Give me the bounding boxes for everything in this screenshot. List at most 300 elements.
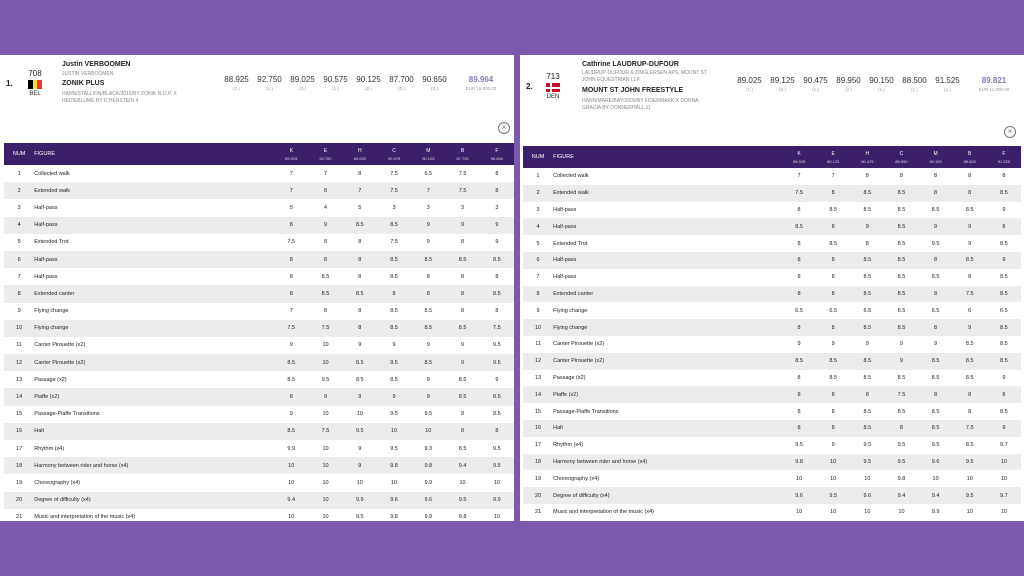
- row-figure: Rhythm (x4): [34, 445, 65, 452]
- row-score: 10: [493, 514, 500, 521]
- row-score: 8: [461, 308, 465, 315]
- score-rank: (2.): [299, 86, 306, 91]
- row-score: 7: [289, 308, 293, 315]
- row-num: 3: [17, 204, 21, 211]
- figure-column-header[interactable]: FIGURE: [553, 154, 574, 160]
- rider-name[interactable]: Cathrine LAUDRUP-DUFOUR: [582, 61, 679, 68]
- row-score: 8.5: [1000, 408, 1008, 415]
- row-score: 8.5: [1000, 290, 1008, 297]
- row-score: 8: [797, 274, 801, 281]
- row-figure: Extended walk: [34, 187, 71, 194]
- judge-column-header[interactable]: [377, 143, 411, 165]
- row-num: 8: [536, 290, 540, 297]
- row-score: 9.5: [390, 445, 398, 452]
- row-score: 10: [966, 475, 973, 482]
- table-row: [523, 353, 1021, 370]
- row-score: 8: [1002, 391, 1006, 398]
- row-figure: Half-pass: [553, 223, 577, 230]
- row-score: 7: [289, 170, 293, 177]
- close-icon[interactable]: ×: [1004, 126, 1016, 138]
- row-score: 10: [493, 479, 500, 486]
- row-score: 10: [1000, 509, 1007, 516]
- row-figure: Degree of difficulty (x4): [34, 497, 91, 504]
- row-score: 9.5: [863, 458, 872, 465]
- judge-letter: B: [968, 150, 972, 157]
- row-score: 10: [966, 509, 973, 516]
- judge-score: [352, 75, 385, 91]
- row-figure: Half-pass: [34, 204, 58, 211]
- row-score: 8: [461, 411, 465, 418]
- judge-letter: K: [797, 150, 801, 157]
- row-score: 7.5: [287, 325, 296, 332]
- judge-column-header[interactable]: [445, 143, 479, 165]
- row-score: 8.5: [1000, 240, 1008, 247]
- row-num: 15: [16, 411, 23, 418]
- row-score: 8.5: [897, 324, 906, 331]
- row-score: 8.5: [931, 425, 940, 432]
- row-score: 9: [899, 358, 903, 365]
- row-figure: Half-pass: [553, 257, 577, 264]
- row-score: 9.5: [965, 458, 974, 465]
- row-score: 8: [797, 324, 801, 331]
- row-num: 4: [536, 223, 540, 230]
- row-score: 10: [390, 479, 398, 486]
- row-score: 9: [968, 223, 972, 230]
- row-score: 8.5: [321, 273, 330, 280]
- row-score: 8.5: [897, 274, 906, 281]
- horse-name[interactable]: MOUNT ST JOHN FREESTYLE: [582, 87, 684, 94]
- row-score: 8: [797, 425, 801, 432]
- row-score: 9.8: [795, 458, 803, 465]
- judge-column-header[interactable]: [987, 146, 1021, 168]
- table-row: [4, 199, 514, 216]
- table-row: [4, 474, 514, 491]
- judge-letter: C: [392, 147, 396, 154]
- judge-letter: F: [1002, 150, 1006, 157]
- table-row: [523, 336, 1021, 353]
- row-score: 8: [968, 391, 972, 398]
- row-score: 8.5: [493, 256, 501, 263]
- row-score: 9.5: [493, 445, 501, 452]
- row-score: 10: [322, 359, 329, 366]
- judge-score: [898, 76, 931, 92]
- row-score: 7.5: [321, 325, 330, 332]
- left-result-panel: [0, 55, 514, 521]
- row-score: 8.5: [863, 358, 872, 365]
- row-score: 9: [426, 239, 430, 246]
- row-score: 9: [865, 223, 869, 230]
- row-score: 8.5: [897, 240, 906, 247]
- row-score: 9.6: [424, 497, 433, 504]
- judge-percentage: 92.750: [319, 155, 332, 161]
- row-score: 9: [426, 222, 430, 229]
- row-score: 8.5: [965, 442, 974, 449]
- row-figure: Harmony between rider and horse (x4): [34, 462, 129, 469]
- row-score: 8: [899, 173, 903, 180]
- table-row: [523, 386, 1021, 403]
- row-score: 10: [322, 479, 329, 486]
- row-score: 10: [830, 475, 837, 482]
- row-score: 8: [831, 190, 835, 197]
- row-score: 8: [831, 425, 835, 432]
- owner-name: LAUDRUP-DUFOUR & ZINGLERSEN APS, MOUNT ST JOHN EQUESTRIAN LLP: [582, 70, 707, 83]
- row-score: 7: [358, 187, 362, 194]
- row-score: 8.5: [863, 206, 872, 213]
- row-score: 8.5: [458, 376, 467, 383]
- judge-column-header[interactable]: [411, 143, 445, 165]
- score-value: 90.650: [422, 75, 447, 84]
- total-score: [455, 75, 507, 91]
- row-score: 8.5: [931, 374, 940, 381]
- row-score: 10: [288, 514, 295, 521]
- row-figure: Half-pass: [553, 206, 577, 213]
- row-score: 8: [358, 273, 362, 280]
- row-num: 5: [536, 240, 540, 247]
- score-rank: (2.): [431, 86, 438, 91]
- score-rank: (2.): [233, 86, 240, 91]
- row-score: 10: [322, 497, 329, 504]
- row-figure: Canter Pirouette (x2): [34, 359, 86, 366]
- row-score: 8: [323, 308, 328, 315]
- row-figure: Extended Trot: [553, 240, 588, 247]
- judge-score: [766, 76, 799, 92]
- row-num: 9: [536, 307, 540, 314]
- judge-column-header[interactable]: [343, 143, 377, 165]
- row-figure: Piaffe (x2): [34, 394, 60, 401]
- row-score: 9.5: [390, 359, 398, 366]
- judge-percentage: 89.125: [827, 158, 840, 164]
- score-value: 90.575: [323, 75, 348, 84]
- row-score: 9: [865, 341, 869, 348]
- score-rank: (1.): [746, 87, 753, 92]
- row-score: 6.5: [795, 307, 803, 314]
- row-score: 10: [864, 509, 871, 516]
- row-score: 10: [322, 342, 329, 349]
- judge-letter: F: [495, 147, 499, 154]
- judge-percentage: 87.700: [456, 155, 469, 161]
- judge-percentage: 91.525: [997, 158, 1010, 164]
- right-result-panel: [520, 55, 1024, 521]
- judge-column-header[interactable]: [816, 146, 850, 168]
- table-row: [4, 337, 514, 354]
- table-row: [523, 218, 1021, 235]
- row-score: 9: [289, 342, 293, 349]
- score-table: [4, 143, 514, 521]
- row-num: 12: [16, 359, 23, 366]
- row-figure: Passage (x2): [553, 374, 586, 381]
- row-score: 9.4: [287, 497, 296, 504]
- row-score: 9: [1002, 206, 1006, 213]
- score-rank: (1.): [812, 87, 819, 92]
- score-rank: (1.): [332, 86, 339, 91]
- judge-scores-summary: [733, 76, 1020, 92]
- table-row: [4, 251, 514, 268]
- judge-score: [286, 75, 319, 91]
- row-score: 9: [1002, 257, 1006, 264]
- close-icon[interactable]: ×: [498, 122, 510, 134]
- row-score: 9.5: [355, 428, 364, 435]
- row-score: 8.5: [829, 206, 838, 213]
- row-score: 9.5: [829, 492, 838, 499]
- row-score: 8: [865, 173, 869, 180]
- row-score: 9: [831, 442, 835, 449]
- row-score: 8.5: [863, 425, 872, 432]
- row-score: 9: [461, 222, 465, 229]
- row-score: 7.5: [390, 170, 398, 177]
- figure-column-header[interactable]: FIGURE: [34, 151, 56, 157]
- judge-letter: E: [323, 147, 328, 154]
- row-score: 8: [495, 273, 499, 280]
- row-score: 9.6: [390, 497, 398, 504]
- row-score: 6.5: [1000, 307, 1008, 314]
- row-score: 8.5: [424, 256, 433, 263]
- row-score: 8: [1002, 173, 1006, 180]
- row-score: 8: [934, 190, 938, 197]
- row-figure: Canter Pirouette (x2): [34, 342, 86, 349]
- row-score: 10: [322, 445, 329, 452]
- row-score: 9: [392, 394, 396, 401]
- judge-percentage: 90.650: [490, 155, 503, 161]
- judge-column-header[interactable]: [480, 143, 514, 165]
- row-score: 8.5: [965, 206, 974, 213]
- row-score: 9.5: [931, 240, 940, 247]
- row-score: 7.5: [458, 187, 467, 194]
- judge-percentage: 90.150: [929, 158, 942, 164]
- row-score: 8: [934, 391, 938, 398]
- row-score: 9.5: [965, 492, 974, 499]
- judge-column-header[interactable]: [919, 146, 953, 168]
- row-figure: Choreography (x4): [553, 475, 599, 482]
- row-score: 6.5: [863, 307, 872, 314]
- judge-score: [733, 76, 766, 92]
- row-score: 9: [1002, 425, 1006, 432]
- score-value: 89.025: [290, 75, 315, 84]
- row-score: 10: [864, 475, 871, 482]
- row-figure: Music and interpretation of the music (x4): [553, 509, 654, 516]
- row-num: 14: [16, 394, 23, 401]
- row-score: 8.5: [897, 206, 906, 213]
- row-score: 9.9: [493, 497, 501, 504]
- row-num: 10: [534, 324, 542, 331]
- row-num: 12: [534, 358, 542, 365]
- row-score: 10: [796, 475, 803, 482]
- row-score: 10: [288, 462, 295, 469]
- row-num: 2: [17, 187, 21, 194]
- row-score: 9.5: [493, 462, 501, 469]
- row-score: 8: [797, 374, 801, 381]
- num-column-header[interactable]: NUM: [531, 154, 545, 160]
- row-figure: Flying change: [553, 307, 588, 314]
- table-header-row: [523, 146, 1021, 168]
- row-score: 10: [425, 428, 432, 435]
- row-score: 10: [459, 479, 466, 486]
- row-num: 16: [534, 425, 542, 432]
- row-score: 9.6: [795, 492, 803, 499]
- total-value: 89.821: [981, 76, 1007, 85]
- row-score: 8: [865, 240, 869, 247]
- row-score: 8.5: [795, 358, 803, 365]
- table-row: [4, 406, 514, 423]
- row-score: 8: [289, 222, 293, 229]
- row-score: 8: [495, 308, 499, 315]
- row-score: 9: [358, 462, 362, 469]
- row-score: 9.6: [863, 492, 872, 499]
- horse-info: HANN/MARE/BAY/2009/BY FIDERMARK X DONNA GRACIA BY DONNERHALL 11: [582, 98, 699, 111]
- table-row: [4, 217, 514, 234]
- judge-percentage: 90.575: [387, 155, 401, 161]
- row-score: 8.5: [424, 308, 433, 315]
- row-score: 9: [899, 341, 903, 348]
- judge-column-header[interactable]: [884, 146, 918, 168]
- row-score: 8: [461, 239, 465, 246]
- row-score: 9.5: [863, 442, 872, 449]
- row-score: 8: [289, 273, 293, 280]
- row-score: 9.9: [424, 479, 433, 486]
- row-score: 9.7: [1000, 492, 1008, 499]
- judge-column-header[interactable]: [782, 146, 816, 168]
- row-num: 15: [534, 408, 542, 415]
- row-num: 21: [534, 509, 542, 516]
- row-score: 9.4: [897, 492, 906, 499]
- row-score: 3: [495, 204, 499, 211]
- row-score: 8: [797, 257, 801, 264]
- row-score: 9: [323, 394, 328, 401]
- row-score: 9: [831, 341, 835, 348]
- row-score: 8.5: [931, 408, 940, 415]
- row-score: 7: [797, 173, 801, 180]
- row-num: 13: [534, 374, 542, 381]
- row-score: 9.5: [355, 514, 364, 521]
- table-row: [4, 268, 514, 285]
- row-score: 9: [358, 394, 362, 401]
- row-score: 8: [495, 428, 499, 435]
- row-score: 8.5: [493, 394, 501, 401]
- row-score: 8: [968, 274, 972, 281]
- judge-letter: M: [933, 150, 938, 157]
- row-num: 17: [534, 442, 542, 449]
- row-num: 7: [536, 274, 540, 281]
- row-score: 6.5: [424, 170, 433, 177]
- judge-score: [865, 76, 898, 92]
- row-score: 8.5: [287, 376, 296, 383]
- row-figure: Degree of difficulty (x4): [553, 492, 610, 499]
- row-score: 9.5: [458, 497, 467, 504]
- row-score: 9.8: [424, 462, 433, 469]
- row-score: 8.5: [321, 290, 330, 297]
- row-score: 9: [461, 359, 465, 366]
- row-num: 2: [536, 190, 540, 197]
- row-score: 8: [831, 257, 835, 264]
- row-score: 8: [831, 274, 835, 281]
- row-score: 9: [461, 342, 465, 349]
- row-score: 8: [934, 324, 938, 331]
- row-score: 8.5: [931, 358, 940, 365]
- row-score: 8.5: [1000, 324, 1008, 331]
- row-score: 8.5: [965, 358, 974, 365]
- row-score: 8.5: [829, 358, 838, 365]
- row-score: 9: [968, 324, 972, 331]
- row-score: 8: [358, 308, 362, 315]
- row-score: 8: [831, 290, 835, 297]
- row-score: 8.5: [863, 290, 872, 297]
- row-figure: Passage-Piaffe Transitions: [34, 411, 100, 418]
- score-rank: (1.): [878, 87, 885, 92]
- judge-column-header[interactable]: [850, 146, 884, 168]
- row-score: 9.5: [897, 458, 906, 465]
- row-score: 8.5: [355, 376, 364, 383]
- horse-name[interactable]: ZONIK PLUS: [62, 80, 105, 87]
- table-row: [4, 457, 514, 474]
- row-score: 9.5: [390, 411, 398, 418]
- row-score: 9.5: [931, 442, 940, 449]
- row-score: 8.5: [287, 428, 296, 435]
- row-score: 10: [1000, 458, 1007, 465]
- row-score: 8.5: [829, 374, 838, 381]
- row-score: 8: [495, 170, 499, 177]
- row-score: 7.5: [795, 190, 803, 197]
- row-num: 11: [16, 342, 22, 349]
- row-score: 9: [495, 376, 499, 383]
- row-score: 7.5: [493, 325, 501, 332]
- table-row: [523, 487, 1021, 504]
- row-score: 10: [390, 428, 398, 435]
- horse-info: HANN/STALLION/BLACK/2016/BY ZONIK N.O.P. X HEIDEBLUME BY ICHENSTEIN 4: [62, 91, 177, 104]
- nation-code: BEL: [29, 91, 41, 97]
- rider-name[interactable]: Justin VERBOOMEN: [62, 61, 131, 68]
- score-table: [523, 146, 1021, 521]
- row-score: 9.8: [390, 462, 398, 469]
- row-score: 8.5: [458, 394, 467, 401]
- total-value: 89.964: [468, 75, 494, 84]
- row-score: 10: [830, 509, 837, 516]
- row-score: 8: [831, 408, 835, 415]
- row-score: 5: [289, 204, 293, 211]
- table-header-row: [4, 143, 514, 165]
- row-score: 10: [322, 514, 329, 521]
- num-column-header[interactable]: NUM: [12, 151, 26, 157]
- row-score: 7.5: [287, 239, 296, 246]
- row-score: 8.5: [829, 240, 838, 247]
- row-figure: Piaffe (x2): [553, 391, 579, 398]
- row-score: 8.5: [863, 190, 872, 197]
- row-score: 8: [461, 428, 465, 435]
- judge-letter: H: [357, 147, 362, 154]
- judge-percentage: 89.025: [353, 155, 366, 161]
- row-score: 7.5: [965, 425, 974, 432]
- row-score: 10: [356, 479, 363, 486]
- judge-column-header[interactable]: [308, 143, 342, 165]
- row-score: 6: [968, 307, 972, 314]
- row-score: 8.5: [424, 359, 433, 366]
- row-num: 20: [16, 497, 23, 504]
- row-num: 16: [16, 428, 23, 435]
- row-score: 9.8: [458, 514, 467, 521]
- total-score: [968, 76, 1020, 92]
- row-score: 8: [1002, 223, 1006, 230]
- row-figure: Half-pass: [34, 273, 58, 280]
- judge-column-header[interactable]: [274, 143, 308, 165]
- row-score: 9: [797, 341, 801, 348]
- table-row: [4, 354, 514, 371]
- row-score: 8.5: [1000, 190, 1008, 197]
- score-rank: (2.): [779, 87, 786, 92]
- judge-column-header[interactable]: [953, 146, 987, 168]
- row-score: 8: [358, 325, 362, 332]
- table-row: [523, 319, 1021, 336]
- judge-percentage: 89.025: [792, 158, 806, 164]
- row-score: 3: [461, 204, 465, 211]
- row-score: 9: [358, 342, 362, 349]
